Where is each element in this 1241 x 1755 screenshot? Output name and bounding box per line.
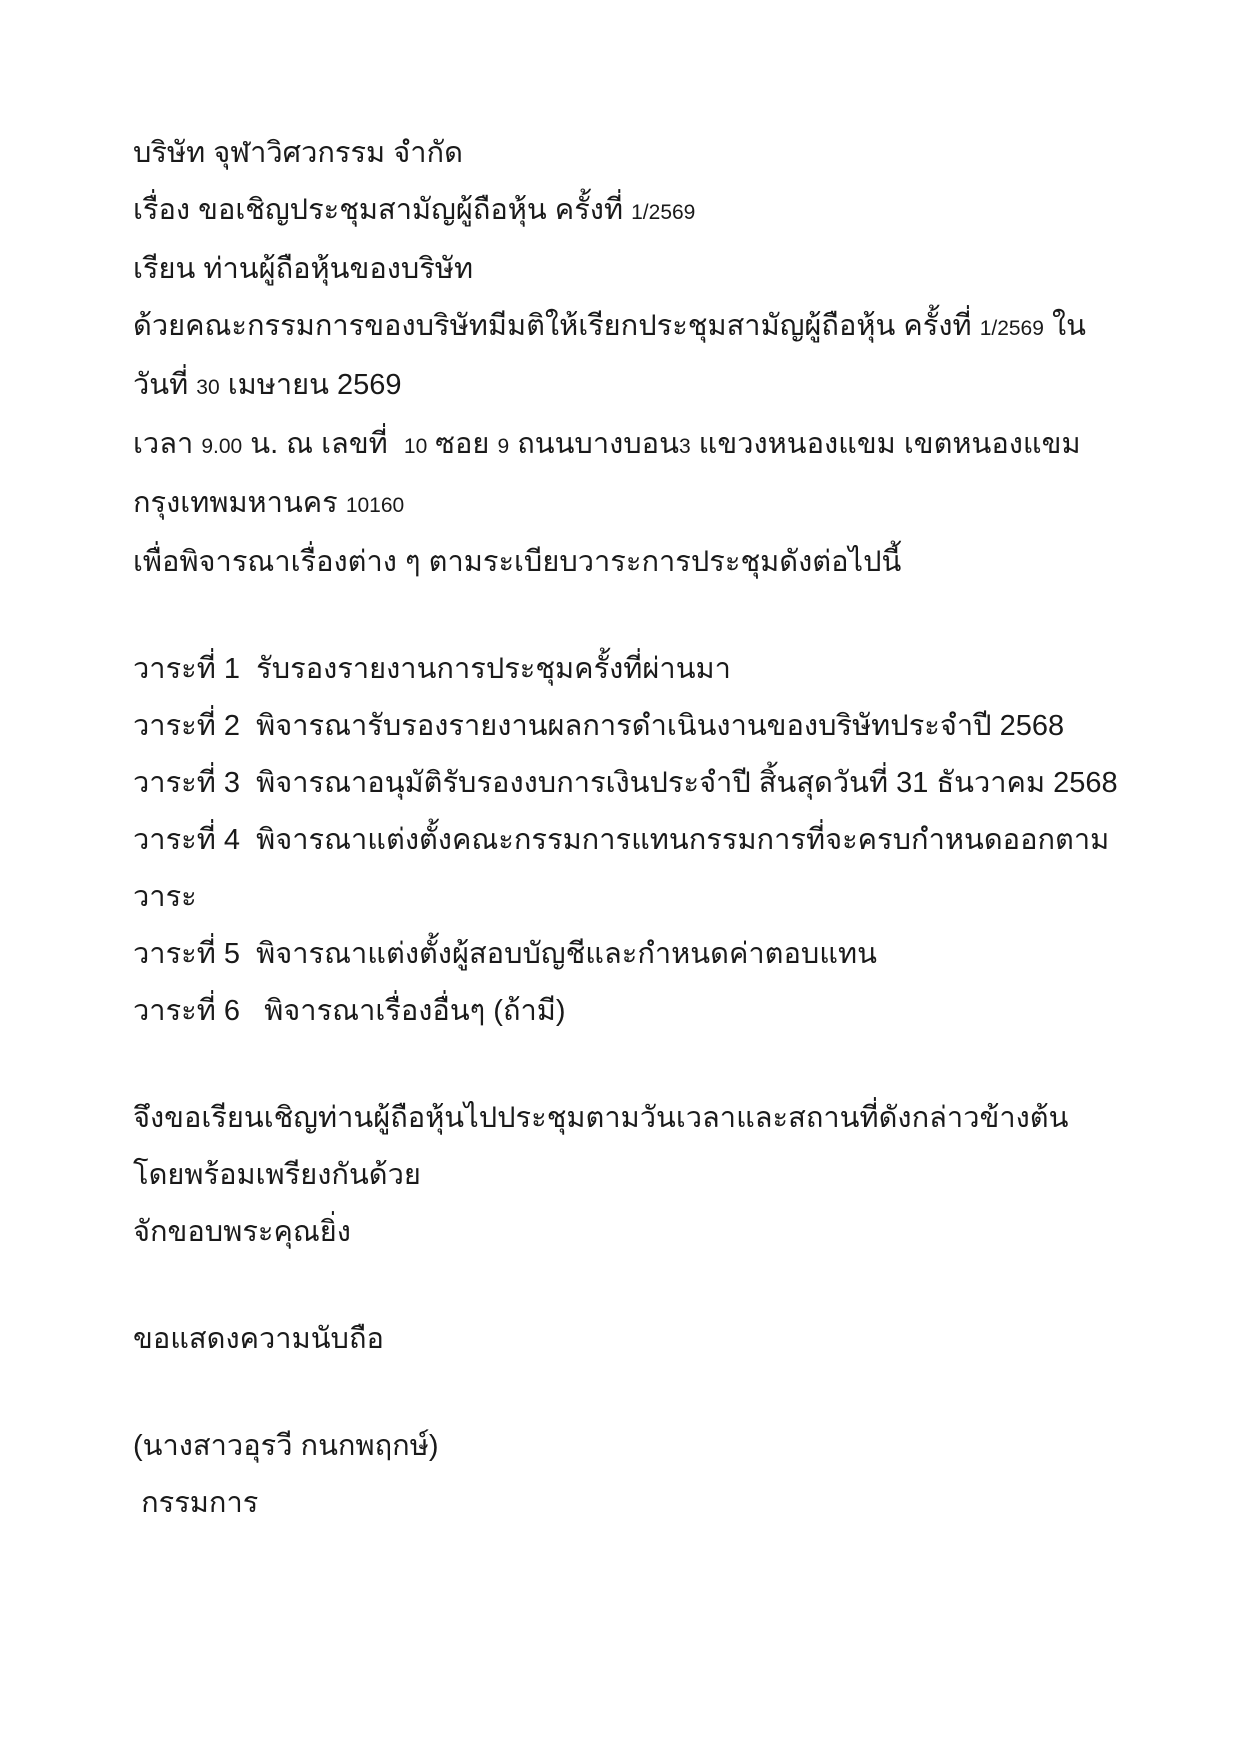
text-segment: จึงขอเรียนเชิญท่านผู้ถือหุ้นไปประชุมตามวันเวลาและสถานที่ดังกล่าวข้างต้น โดยพร้อมเพรียงกันด้วย bbox=[133, 1102, 1077, 1191]
letter-body bbox=[133, 125, 1121, 1532]
agenda-item-3 bbox=[133, 755, 1121, 812]
signer-position bbox=[133, 1475, 1121, 1532]
closing-paragraph-2 bbox=[133, 1204, 1121, 1261]
text-segment: ขอแสดงความนับถือ bbox=[133, 1323, 384, 1355]
signer-name bbox=[133, 1418, 1121, 1475]
agenda-item-1 bbox=[133, 641, 1121, 698]
text-segment: วาระที่ 1 รับรองรายงานการประชุมครั้งที่ผ่านมา bbox=[133, 653, 731, 685]
closing-paragraph-1 bbox=[133, 1090, 1121, 1204]
text-segment: วาระที่ 6 พิจารณาเรื่องอื่นๆ (ถ้ามี) bbox=[133, 995, 566, 1027]
agenda-item-5 bbox=[133, 926, 1121, 983]
subject-line bbox=[133, 182, 1121, 241]
text-segment: 1/2569 bbox=[979, 317, 1044, 340]
text-segment: กรรมการ bbox=[133, 1487, 259, 1519]
text-segment: 3 bbox=[678, 435, 691, 458]
text-segment: 9 bbox=[497, 435, 510, 458]
text-segment: 10160 bbox=[345, 494, 405, 517]
agenda-item-4 bbox=[133, 812, 1121, 926]
text-segment: (นางสาวอุรวี กนกพฤกษ์) bbox=[133, 1430, 439, 1462]
body-paragraph-2 bbox=[133, 416, 1121, 534]
text-segment: วาระที่ 3 พิจารณาอนุมัติรับรองงบการเงินประจำปี สิ้นสุดวันที่ 31 ธันวาคม 2568 bbox=[133, 767, 1118, 799]
text-segment: เรื่อง ขอเชิญประชุมสามัญผู้ถือหุ้น ครั้งที่ bbox=[133, 194, 632, 226]
body-paragraph-1 bbox=[133, 298, 1121, 416]
text-segment: 9.00 bbox=[201, 435, 243, 458]
text-segment: เวลา bbox=[133, 428, 202, 460]
text-segment: จักขอบพระคุณยิ่ง bbox=[133, 1216, 351, 1248]
text-segment: วาระที่ 2 พิจารณารับรองรายงานผลการดำเนินงานของบริษัทประจำปี 2568 bbox=[133, 710, 1065, 742]
text-segment: เพื่อพิจารณาเรื่องต่าง ๆ ตามระเบียบวาระการประชุมดังต่อไปนี้ bbox=[133, 546, 902, 578]
salutation bbox=[133, 241, 1121, 298]
agenda-item-2 bbox=[133, 698, 1121, 755]
text-segment: ถนนบางบอน bbox=[509, 428, 679, 460]
body-paragraph-3 bbox=[133, 534, 1121, 591]
company-name bbox=[133, 125, 1121, 182]
text-segment: เรียน ท่านผู้ถือหุ้นของบริษัท bbox=[133, 253, 474, 285]
text-segment: วาระที่ 4 พิจารณาแต่งตั้งคณะกรรมการแทนกรรมการที่จะครบกำหนดออกตามวาระ bbox=[133, 824, 1110, 913]
text-segment: เมษายน 2569 bbox=[219, 369, 402, 401]
text-segment: แขวงหนองแขม เขตหนองแขม กรุงเทพมหานคร bbox=[133, 428, 1089, 519]
text-segment: 30 bbox=[196, 376, 220, 399]
text-segment: 1/2569 bbox=[631, 201, 696, 224]
text-segment: ซอย bbox=[427, 428, 498, 460]
text-segment: บริษัท จุฬาวิศวกรรม จำกัด bbox=[133, 137, 463, 169]
text-segment: ในวันที่ bbox=[133, 310, 1086, 401]
text-segment: ด้วยคณะกรรมการของบริษัทมีมติให้เรียกประชุมสามัญผู้ถือหุ้น ครั้งที่ bbox=[133, 310, 980, 342]
text-segment: น. ณ เลขที่ bbox=[242, 428, 404, 460]
text-segment: 10 bbox=[403, 435, 428, 458]
text-segment: วาระที่ 5 พิจารณาแต่งตั้งผู้สอบบัญชีและกำหนดค่าตอบแทน bbox=[133, 938, 877, 970]
agenda-item-6 bbox=[133, 983, 1121, 1040]
regards-line bbox=[133, 1311, 1121, 1368]
